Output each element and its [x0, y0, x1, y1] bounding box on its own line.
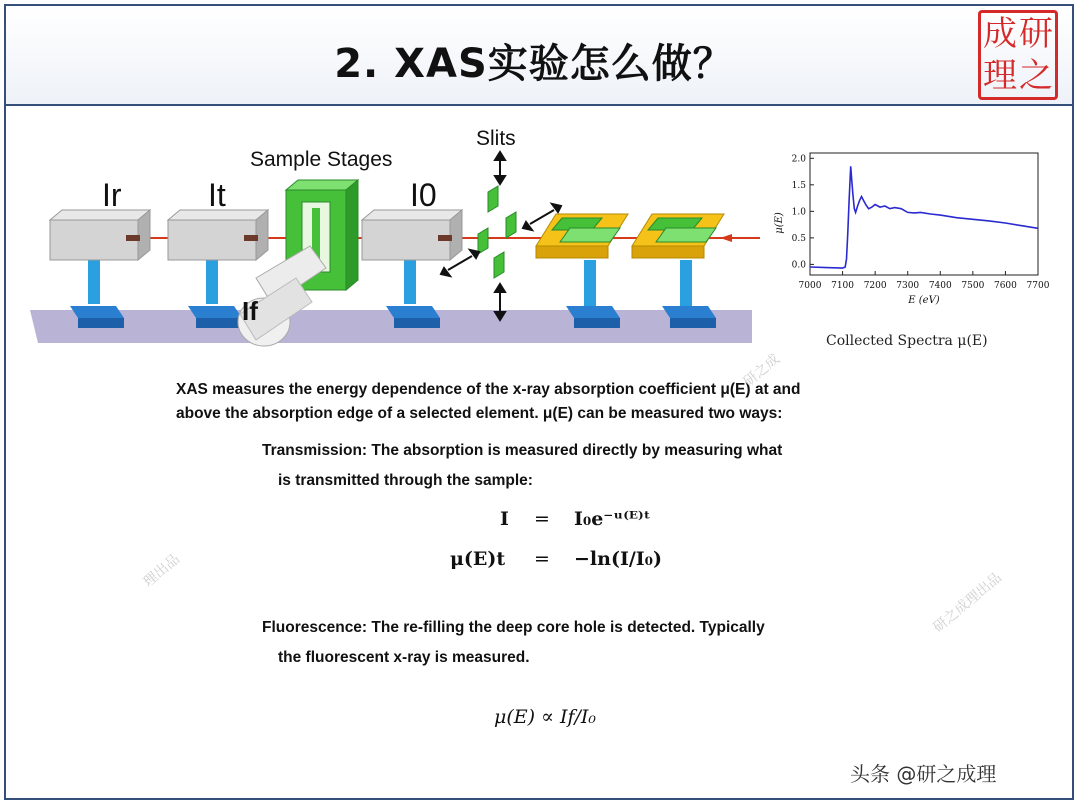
logo-char-2: 研	[1019, 14, 1053, 54]
plot-frame	[810, 153, 1038, 275]
x-tick-label: 7700	[1026, 281, 1050, 291]
x-tick-label: 7100	[831, 281, 855, 291]
eq1-left: I	[500, 508, 509, 530]
logo-seal	[978, 10, 1058, 100]
stand-mono-2	[662, 260, 716, 328]
y-tick-label: 1.5	[791, 180, 806, 191]
x-tick-label: 7200	[863, 281, 887, 291]
ion-chamber-ir	[50, 210, 150, 260]
x-tick-label: 7300	[896, 281, 920, 291]
eq2-left: μ(E)t	[450, 548, 506, 570]
ion-chamber-it	[168, 210, 268, 260]
transmission-line-1: Transmission: The absorption is measured directly by measuring what	[262, 442, 783, 459]
fluorescence-line-1: Fluorescence: The re-filling the deep core hole is detected. Typically	[262, 619, 765, 636]
logo-char-3: 理	[983, 56, 1017, 96]
plot-ylabel: μ(E)	[774, 212, 785, 234]
beam-arrow	[720, 234, 732, 242]
logo-char-4: 之	[1019, 56, 1053, 96]
stand-ir	[70, 258, 124, 328]
eq3: μ(E) ∝ If/I₀	[494, 706, 597, 728]
monochromator-1	[536, 214, 628, 258]
logo-char-1: 成	[983, 14, 1017, 54]
fluorescence-line-2: the fluorescent x-ray is measured.	[278, 649, 530, 666]
stand-i0	[386, 258, 440, 328]
eq1-right: I₀e⁻ᵘ⁽ᴱ⁾ᵗ	[574, 508, 651, 530]
eq2-equals: =	[534, 548, 550, 570]
label-ir: Ir	[102, 177, 122, 213]
spectrum-caption: Collected Spectra μ(E)	[826, 333, 988, 349]
label-slits: Slits	[476, 127, 516, 150]
y-tick-label: 2.0	[791, 154, 806, 165]
optical-table	[30, 310, 752, 343]
slide-title: 2. XAS实验怎么做？	[334, 41, 734, 87]
transmission-line-2: is transmitted through the sample:	[278, 472, 533, 489]
spectrum-plot	[770, 145, 1050, 315]
watermark-2: 研之成理出品	[930, 569, 1005, 636]
watermark-3: 理出品	[140, 551, 183, 591]
footer-credit: 头条 @研之成理	[850, 762, 997, 786]
eq1-equals: =	[534, 508, 550, 530]
label-if: If	[242, 296, 258, 326]
eq2-right: −ln(I/I₀)	[574, 548, 662, 570]
spectrum-line	[810, 166, 1038, 268]
intro-line-2: above the absorption edge of a selected element. μ(E) can be measured two ways:	[176, 405, 783, 422]
monochromator-2	[632, 214, 724, 258]
label-sample-stages: Sample Stages	[250, 148, 393, 171]
label-i0: I0	[410, 177, 437, 213]
stand-mono-1	[566, 260, 620, 328]
title-bar	[4, 4, 1074, 106]
watermark-1: 研之成	[740, 351, 783, 391]
plot-xlabel: E (eV)	[908, 295, 940, 306]
label-it: It	[208, 177, 226, 213]
xas-setup-diagram	[20, 118, 760, 350]
y-tick-label: 1.0	[791, 207, 806, 218]
ion-chamber-i0	[362, 210, 462, 260]
stand-it	[188, 258, 242, 328]
x-tick-label: 7000	[798, 281, 822, 291]
y-tick-label: 0.0	[791, 260, 806, 271]
y-tick-label: 0.5	[791, 233, 806, 244]
intro-line-1: XAS measures the energy dependence of the x-ray absorption coefficient μ(E) at and	[176, 381, 801, 398]
x-tick-label: 7400	[928, 281, 952, 291]
x-tick-label: 7600	[993, 281, 1017, 291]
x-tick-label: 7500	[961, 281, 985, 291]
